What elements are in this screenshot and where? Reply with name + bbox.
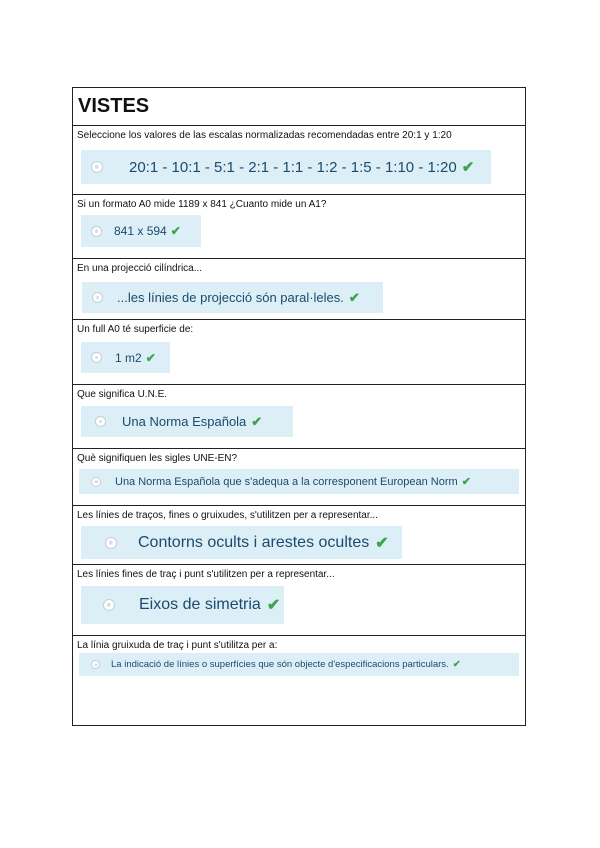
check-icon: ✔ (461, 159, 475, 176)
check-icon: ✔ (452, 659, 461, 670)
answer-text: 1 m2 (115, 350, 142, 365)
radio-icon[interactable] (92, 292, 103, 303)
question-row (73, 126, 525, 195)
answer-text: Una Norma Española (122, 414, 247, 429)
answer-option[interactable] (81, 215, 201, 247)
answer-text: Una Norma Española que s'adequa a la corresponent European Norm (115, 475, 458, 488)
check-icon: ✔ (145, 350, 156, 365)
check-icon: ✔ (266, 597, 281, 614)
answer-option[interactable] (81, 150, 491, 184)
check-icon: ✔ (251, 413, 263, 429)
question-text: Un full A0 té superficie de: (77, 324, 194, 335)
answer-option[interactable] (81, 342, 170, 373)
answer-option[interactable] (79, 653, 519, 676)
question-text: Que significa U.N.E. (77, 389, 168, 400)
answer-option[interactable] (81, 406, 293, 437)
check-icon: ✔ (170, 224, 181, 238)
question-row (73, 259, 525, 320)
question-row (73, 385, 525, 449)
check-icon: ✔ (348, 289, 360, 305)
question-text: Què signifiquen les sigles UNE-EN? (77, 453, 238, 464)
question-text: Les línies de traços, fines o gruixudes, s'utilitzen per a representar... (77, 510, 378, 521)
radio-icon[interactable] (103, 599, 115, 611)
question-text: Les línies fines de traç i punt s'utilitzen per a representar... (77, 569, 335, 580)
question-text: Si un formato A0 mide 1189 x 841 ¿Cuanto mide un A1? (77, 199, 327, 210)
answer-text: Contorns ocults i arestes ocultes (138, 533, 370, 551)
radio-icon[interactable] (91, 161, 103, 173)
answer-text: Eixos de simetria (139, 596, 261, 613)
answer-option[interactable] (81, 586, 284, 624)
check-icon: ✔ (461, 476, 471, 488)
radio-icon[interactable] (91, 660, 100, 669)
radio-icon[interactable] (91, 226, 102, 237)
question-row (73, 636, 525, 725)
answer-text: ...les línies de projecció són paral·leles. (117, 290, 344, 305)
question-row (73, 565, 525, 636)
answer-text: 841 x 594 (114, 224, 167, 238)
answer-option[interactable] (79, 469, 519, 494)
question-row (73, 506, 525, 565)
radio-icon[interactable] (105, 537, 117, 549)
answer-text: 20:1 - 10:1 - 5:1 - 2:1 - 1:1 - 1:2 - 1:5 - 1:10 - 1:20 (129, 158, 457, 176)
answer-option[interactable] (81, 526, 402, 559)
radio-icon[interactable] (95, 416, 106, 427)
page-title: VISTES (73, 88, 525, 126)
quiz-sheet (72, 87, 526, 726)
answer-option[interactable] (82, 282, 383, 313)
question-text: En una projecció cilíndrica... (77, 263, 203, 274)
question-row (73, 320, 525, 385)
question-text: Seleccione los valores de las escalas normalizadas recomendadas entre 20:1 y 1:20 (77, 130, 452, 141)
question-text: La línia gruixuda de traç i punt s'utilitza per a: (77, 640, 278, 651)
question-row (73, 449, 525, 506)
radio-icon[interactable] (91, 352, 102, 363)
answer-text: La indicació de línies o superfícies que són objecte d'especificacions particulars. (111, 659, 449, 670)
radio-icon[interactable] (91, 477, 101, 487)
check-icon: ✔ (375, 534, 389, 552)
question-row (73, 195, 525, 259)
